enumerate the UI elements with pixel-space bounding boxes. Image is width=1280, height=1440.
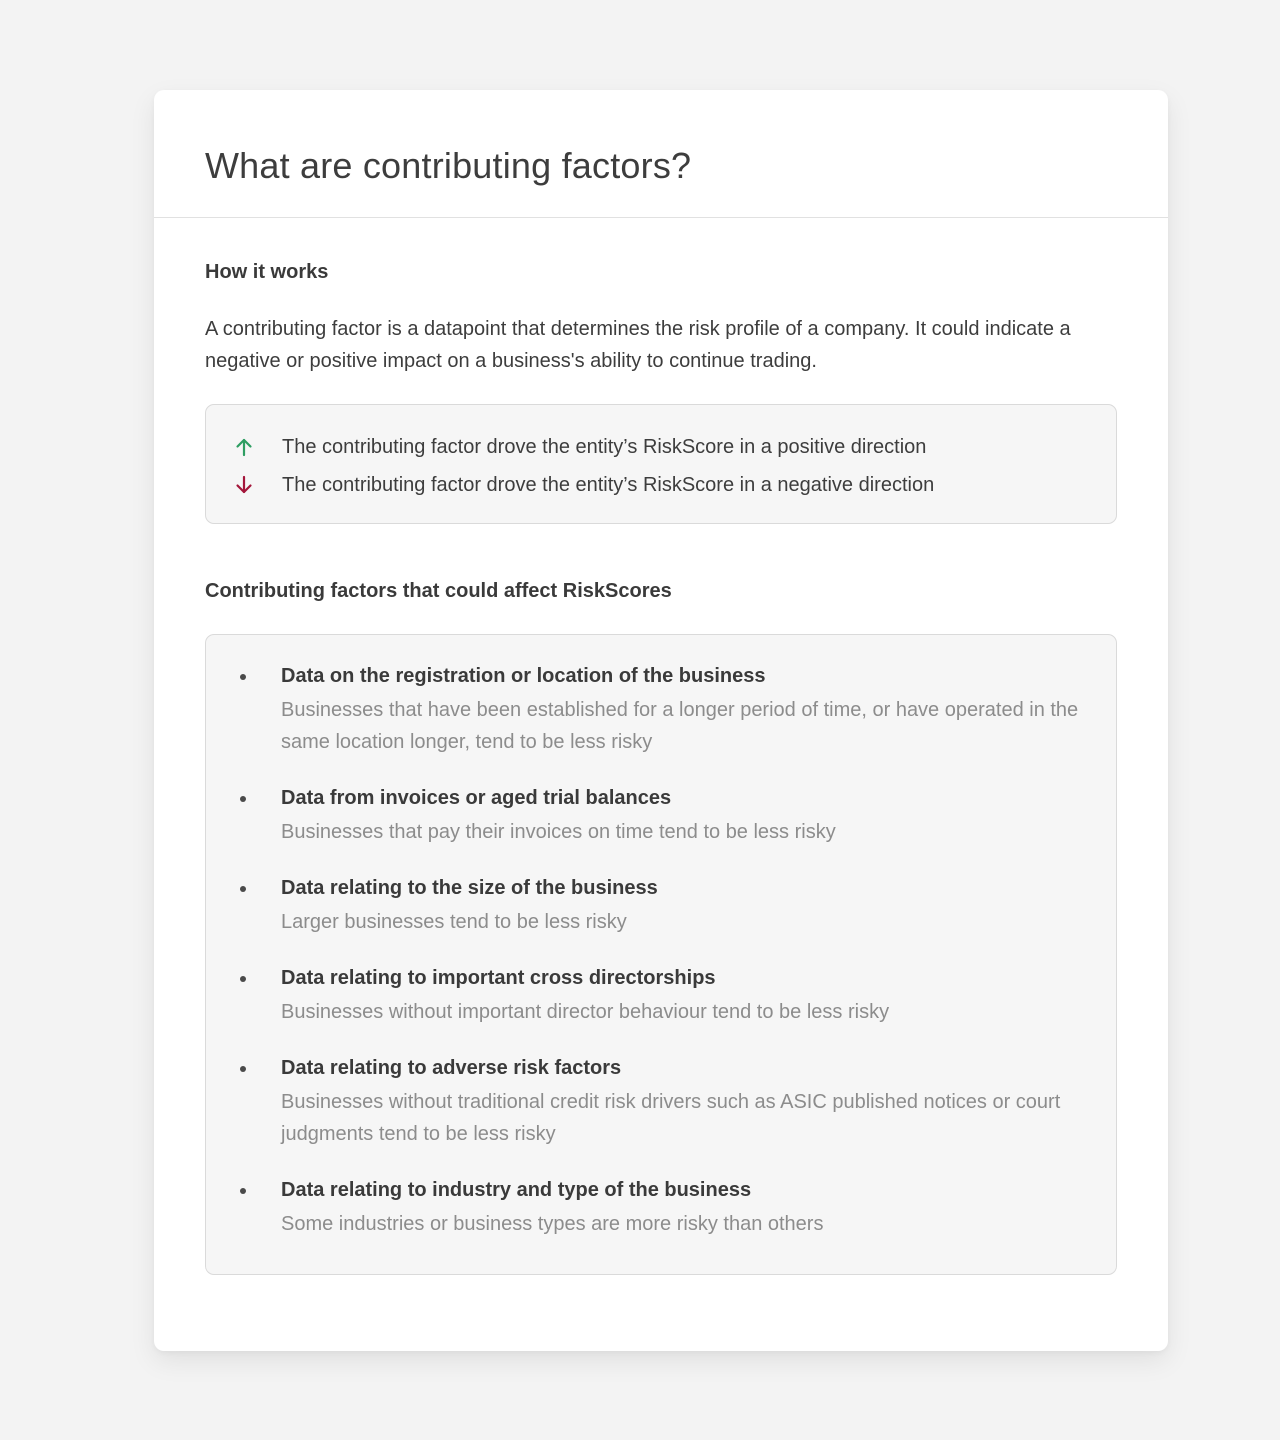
factor-description: Businesses that pay their invoices on time tend to be less risky (281, 821, 836, 843)
modal-header (154, 90, 1168, 218)
factor-title: Data from invoices or aged trial balances (281, 787, 672, 809)
factor-description: Larger businesses tend to be less risky (281, 911, 627, 933)
factor-description: Businesses without traditional credit risk drivers such as ASIC published notices or court judgments tend to be less risky (281, 1091, 1061, 1145)
contributing-factors-modal (154, 90, 1168, 1351)
factor-description: Businesses that have been established for a longer period of time, or have operated in the same location longer, tend to be less risky (281, 699, 1079, 753)
modal-title: What are contributing factors? (205, 145, 692, 186)
how-it-works-description: A contributing factor is a datapoint that determines the risk profile of a company. It could indicate a negative or positive impact on a business's ability to continue trading. (205, 318, 1071, 372)
bullet-icon (206, 963, 281, 1028)
factor-description: Some industries or business types are more risky than others (281, 1213, 824, 1235)
factor-title: Data relating to industry and type of the business (281, 1179, 752, 1201)
list-item (206, 1053, 1092, 1150)
legend-item-positive (206, 428, 1116, 466)
legend-item-negative (206, 466, 1116, 504)
factor-title: Data relating to the size of the business (281, 877, 658, 899)
factor-description: Businesses without important director behaviour tend to be less risky (281, 1001, 890, 1023)
factors-heading: Contributing factors that could affect RiskScores (205, 580, 672, 602)
list-item (206, 963, 1092, 1028)
modal-body (154, 218, 1168, 1275)
bullet-icon (206, 661, 281, 758)
how-it-works-heading: How it works (205, 261, 329, 283)
factors-list (205, 634, 1117, 1275)
bullet-icon (206, 1175, 281, 1240)
legend-item-label: The contributing factor drove the entity’s RiskScore in a positive direction (282, 435, 927, 458)
arrow-down-icon (232, 473, 256, 497)
list-item (206, 783, 1092, 848)
list-item (206, 1175, 1092, 1240)
bullet-icon (206, 1053, 281, 1150)
list-item (206, 661, 1092, 758)
list-item (206, 873, 1092, 938)
factor-title: Data relating to important cross directorships (281, 967, 716, 989)
bullet-icon (206, 873, 281, 938)
factor-title: Data relating to adverse risk factors (281, 1057, 622, 1079)
factor-title: Data on the registration or location of the business (281, 665, 766, 687)
bullet-icon (206, 783, 281, 848)
arrow-up-icon (232, 435, 256, 459)
direction-legend (205, 404, 1117, 524)
legend-item-label: The contributing factor drove the entity’s RiskScore in a negative direction (282, 473, 935, 496)
